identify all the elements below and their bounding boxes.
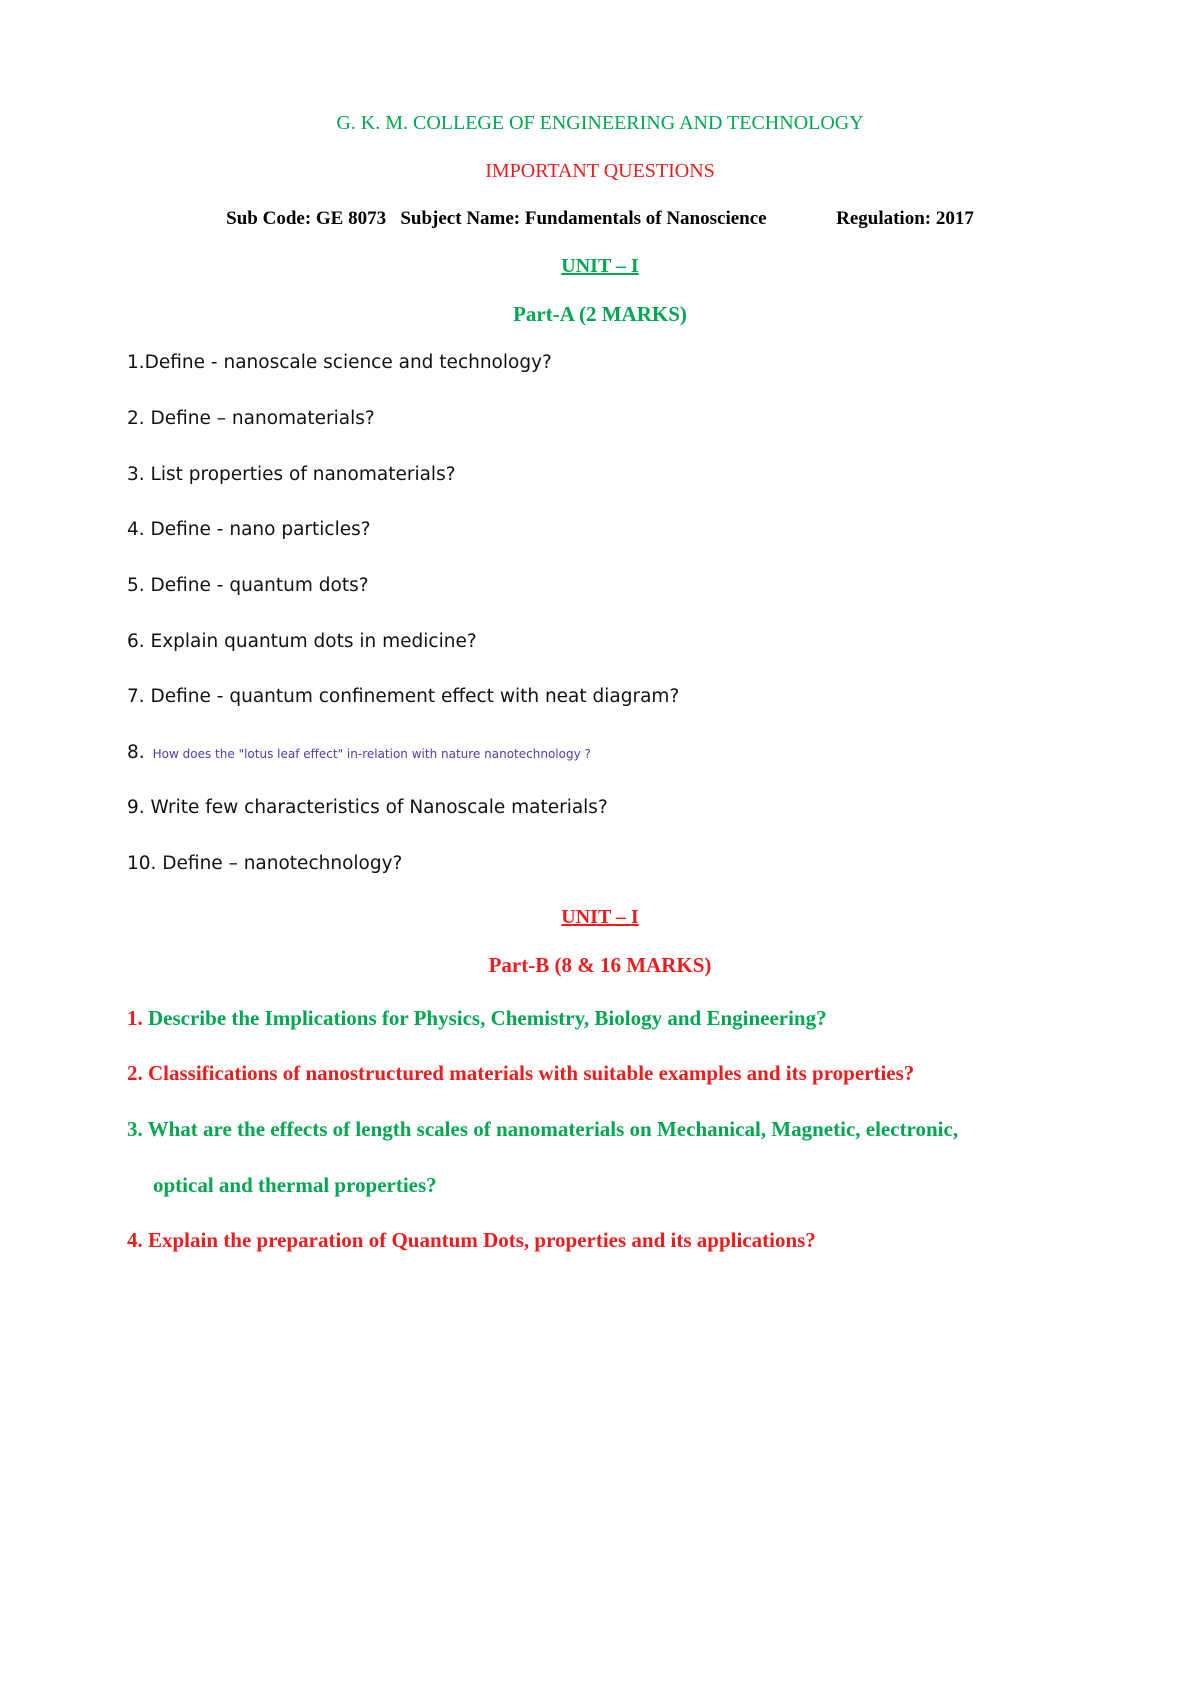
- college-name: G. K. M. COLLEGE OF ENGINEERING AND TECHNOLOGY: [336, 112, 864, 134]
- question-text: Classifications of nanostructured materials with suitable examples and its properties?: [148, 1061, 915, 1085]
- part-b-heading: Part-B (8 & 16 MARKS): [488, 953, 712, 977]
- part-b-question: [127, 1228, 816, 1253]
- subject-name: Subject Name: Fundamentals of Nanoscience: [400, 208, 767, 229]
- part-a-question: 4. Define - nano particles?: [127, 519, 371, 540]
- question-number: 2.: [127, 1061, 143, 1085]
- question-text: What are the effects of length scales of nanomaterials on Mechanical, Magnetic, electronic,: [147, 1117, 959, 1141]
- subject-info-line: [0, 208, 1200, 230]
- question-number: 1.: [127, 1006, 143, 1030]
- question-text: Explain the preparation of Quantum Dots, properties and its applications?: [148, 1228, 816, 1252]
- regulation: Regulation: 2017: [836, 208, 974, 229]
- question-number: 8.: [127, 742, 145, 763]
- part-a-question: 2. Define – nanomaterials?: [127, 408, 375, 429]
- question-number: 3.: [127, 1117, 143, 1141]
- part-a-question: 5. Define - quantum dots?: [127, 575, 369, 596]
- unit-heading-part-a: UNIT – I: [561, 255, 639, 277]
- part-a-question: 6. Explain quantum dots in medicine?: [127, 631, 477, 652]
- document-title: IMPORTANT QUESTIONS: [485, 160, 715, 182]
- part-b-question: [127, 1006, 827, 1031]
- part-a-question: 1.Define - nanoscale science and technology?: [127, 352, 552, 373]
- part-a-heading: Part-A (2 MARKS): [513, 302, 687, 326]
- part-a-question: 10. Define – nanotechnology?: [127, 853, 403, 874]
- sub-code: Sub Code: GE 8073: [226, 208, 387, 229]
- part-b-question-continuation: [153, 1173, 437, 1198]
- part-a-question-8: [127, 742, 591, 763]
- question-8-text: How does the "lotus leaf effect" in-relation with nature nanotechnology ?: [152, 747, 591, 761]
- question-text: optical and thermal properties?: [153, 1173, 437, 1197]
- unit-heading-part-b: UNIT – I: [561, 906, 639, 928]
- part-a-question: 9. Write few characteristics of Nanoscale materials?: [127, 797, 608, 818]
- part-b-question: [127, 1117, 958, 1142]
- part-a-question: 7. Define - quantum confinement effect with neat diagram?: [127, 686, 680, 707]
- part-a-question: 3. List properties of nanomaterials?: [127, 464, 456, 485]
- part-b-question: [127, 1061, 914, 1086]
- question-text: Describe the Implications for Physics, Chemistry, Biology and Engineering?: [148, 1006, 827, 1030]
- question-number: 4.: [127, 1228, 143, 1252]
